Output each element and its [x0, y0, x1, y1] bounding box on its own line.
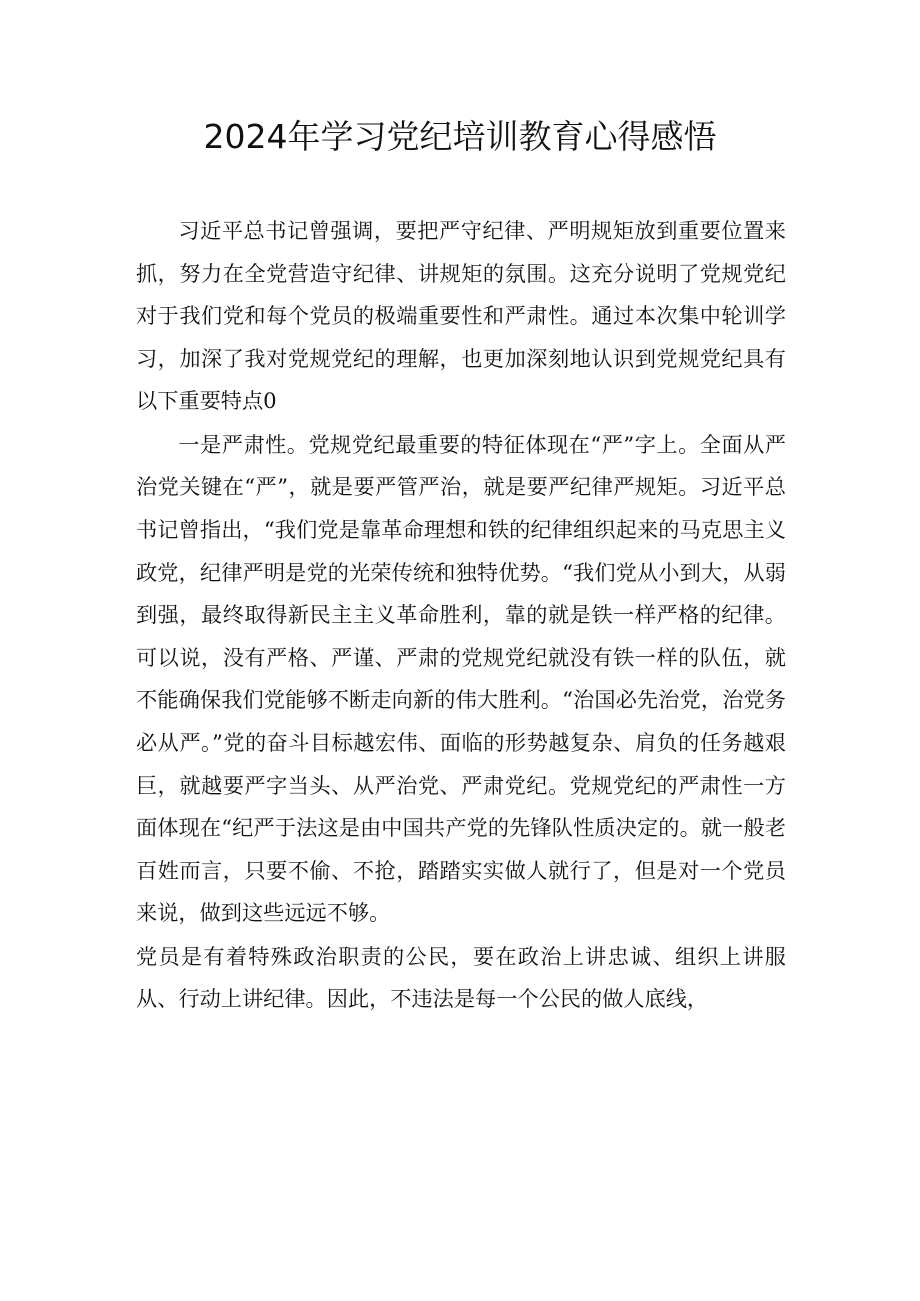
document-body [136, 210, 786, 1022]
paragraph-seriousness: 一是严肃性。党规党纪最重要的特征体现在“严”字上。全面从严治党关键在“严”，就是要严管严治，就是要严纪律严规矩。习近平总书记曾指出，“我们党是靠革命理想和铁的纪律组织起来的马克思主义政党，纪律严明是党的光荣传统和独特优势。“我们党从小到大，从弱到强，最终取得新民主主义革命胜利，靠的就是铁一样严格的纪律。可以说，没有严格、严谨、严肃的党规党纪就没有铁一样的队伍，就不能确保我们党能够不断走向新的伟大胜利。“治国必先治党，治党务必从严。”党的奋斗目标越宏伟、面临的形势越复杂、肩负的任务越艰巨，就越要严字当头、从严治党、严肃党纪。党规党纪的严肃性一方面体现在“纪严于法这是由中国共产党的先锋队性质决定的。就一般老百姓而言，只要不偷、不抢，踏踏实实做人就行了，但是对一个党员来说，做到这些远远不够。 [136, 431, 786, 926]
paragraph-intro: 习近平总书记曾强调，要把严守纪律、严明规矩放到重要位置来抓，努力在全党营造守纪律、讲规矩的氛围。这充分说明了党规党纪对于我们党和每个党员的极端重要性和严肃性。通过本次集中轮训学习，加深了我对党规党纪的理解，也更加深刻地认识到党规党纪具有以下重要特点0 [136, 218, 786, 414]
document-title: 2024年学习党纪培训教育心得感悟 [203, 117, 717, 156]
paragraph-party-members: 党员是有着特殊政治职责的公民，要在政治上讲忠诚、组织上讲服从、行动上讲纪律。因此，不违法是每一个公民的做人底线， [136, 943, 786, 1012]
